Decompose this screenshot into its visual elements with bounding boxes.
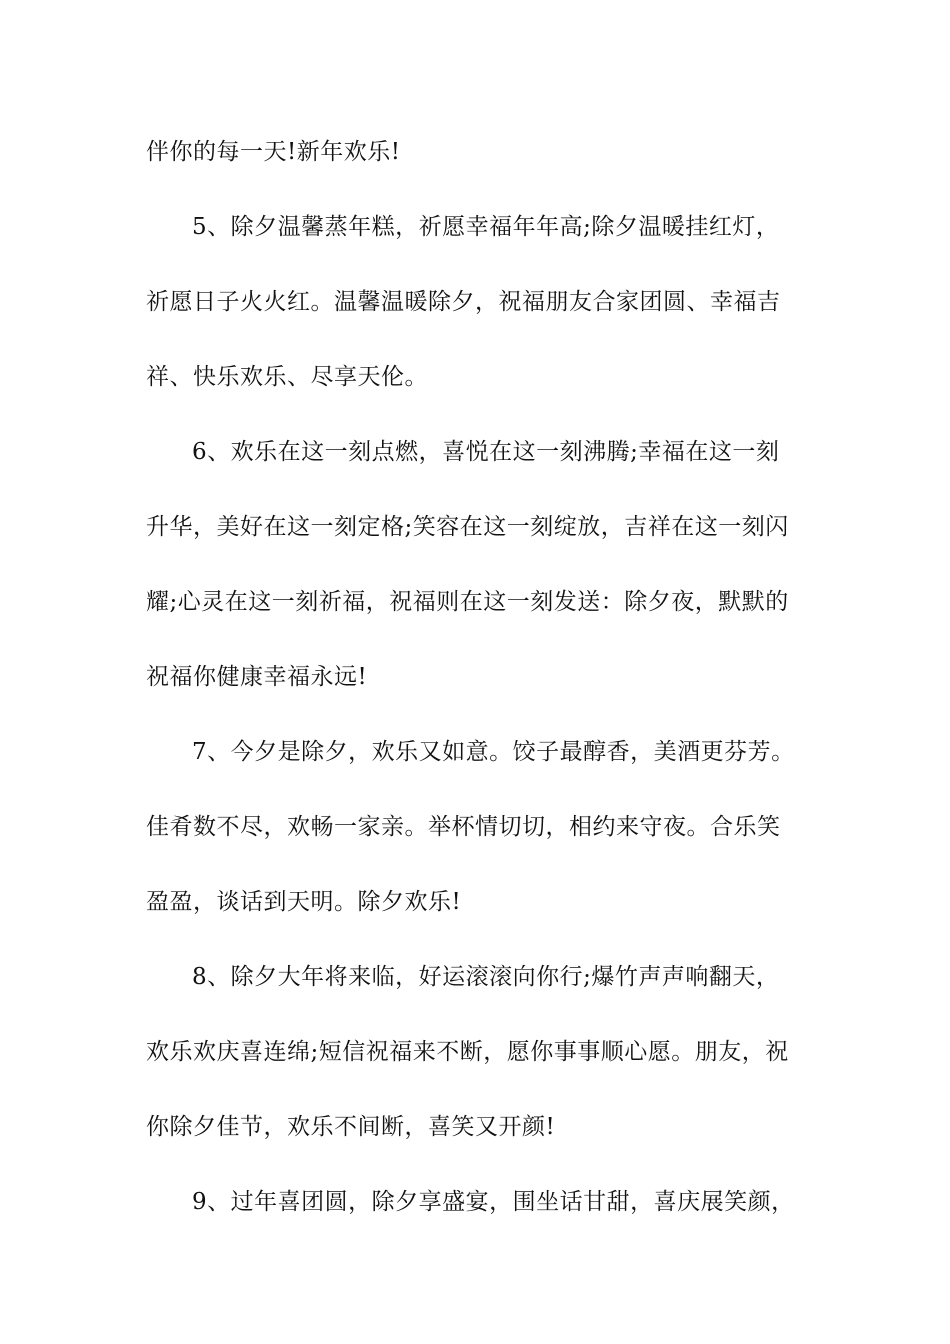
text-line: 佳肴数不尽，欢畅一家亲。举杯情切切，相约来守夜。合乐笑 [146, 814, 781, 840]
text-line: 伴你的每一天!新年欢乐! [146, 139, 401, 165]
paragraph-6-start: 6、欢乐在这一刻点燃，喜悦在这一刻沸腾;幸福在这一刻 [192, 439, 780, 465]
paragraph-9-start: 9、过年喜团圆，除夕享盛宴，围坐话甘甜，喜庆展笑颜， [192, 1189, 795, 1215]
text-line: 祝福你健康幸福永远! [146, 664, 368, 690]
text-line: 盈盈，谈话到天明。除夕欢乐! [146, 889, 462, 915]
text-line: 祥、快乐欢乐、尽享天伦。 [146, 364, 428, 390]
text-line: 欢乐欢庆喜连绵;短信祝福来不断，愿你事事顺心愿。朋友，祝 [146, 1039, 789, 1065]
text-line: 你除夕佳节，欢乐不间断，喜笑又开颜! [146, 1114, 556, 1140]
text-line: 耀;心灵在这一刻祈福，祝福则在这一刻发送：除夕夜，默默的 [146, 589, 789, 615]
paragraph-7-start: 7、今夕是除夕，欢乐又如意。饺子最醇香，美酒更芬芳。 [192, 739, 795, 765]
paragraph-8-start: 8、除夕大年将来临，好运滚滚向你行;爆竹声声响翻天， [192, 964, 780, 990]
text-line: 升华，美好在这一刻定格;笑容在这一刻绽放，吉祥在这一刻闪 [146, 514, 789, 540]
paragraph-5-start: 5、除夕温馨蒸年糕，祈愿幸福年年高;除夕温暖挂红灯， [192, 214, 780, 240]
text-line: 祈愿日子火火红。温馨温暖除夕，祝福朋友合家团圆、幸福吉 [146, 289, 781, 315]
